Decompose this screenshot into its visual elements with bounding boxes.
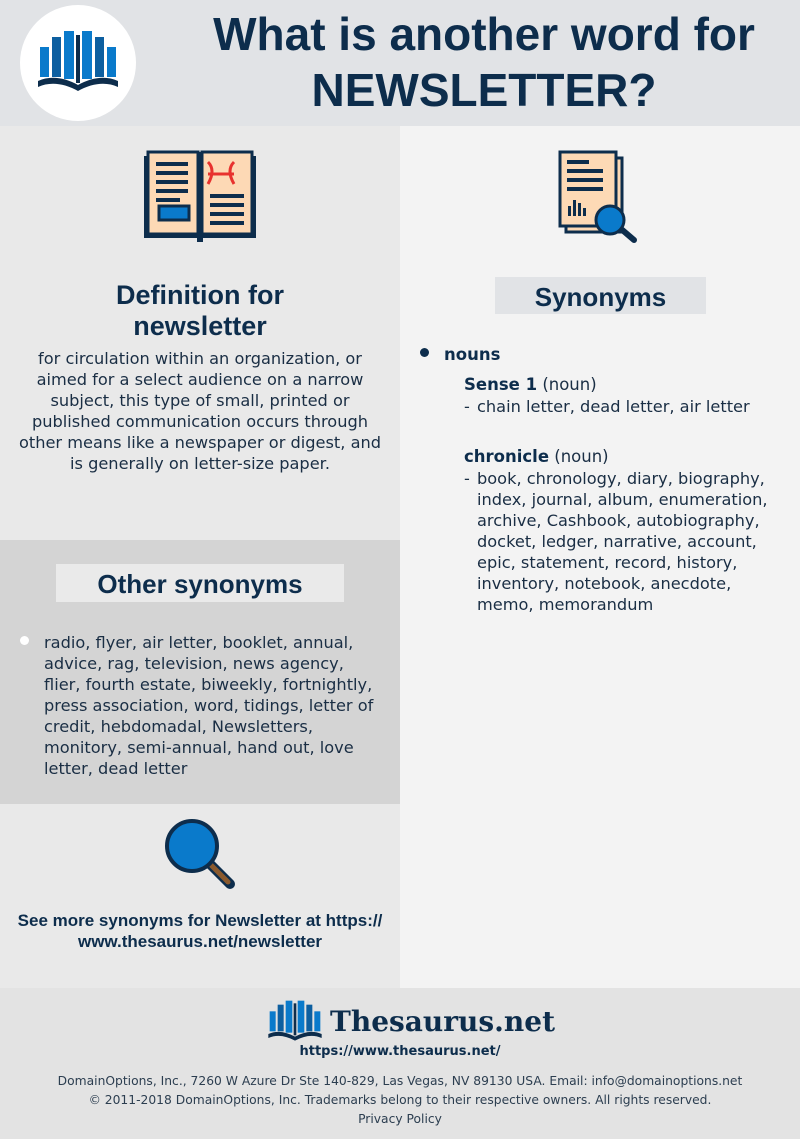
- sense-group: [464, 374, 784, 417]
- book-logo-icon[interactable]: [264, 998, 326, 1046]
- other-synonyms-panel: [0, 540, 400, 804]
- other-synonyms-list: radio, flyer, air letter, booklet, annual, advice, rag, television, news agency, flier, fourth estate, biweekly, fortnightly, press association, word, tidings, letter of credit, hebdomadal, Newsletters, monitory, semi-annual, hand out, love letter, dead letter: [44, 633, 374, 778]
- definition-text: for circulation within an organization, or aimed for a select audience on a narrow subject, this type of small, printed or published communication occurs through other means like a newspaper or digest, and is generally on letter-size paper.: [18, 349, 382, 473]
- footer: [0, 988, 800, 1139]
- page-title: [168, 6, 800, 118]
- open-book-icon: [142, 150, 258, 244]
- definition-title-line1: Definition for: [116, 280, 284, 310]
- page-title-line1: What is another word for: [213, 8, 755, 60]
- dash: -: [464, 469, 470, 488]
- footer-brand[interactable]: Thesaurus.net: [330, 1005, 555, 1038]
- sense-words[interactable]: book, chronology, diary, biography, index, journal, album, enumeration, archive, Cashbook, autobiography, docket, ledger, narrative, account, epic, statement, record, history, inventory, notebook, anecdote, memo, memorandum: [477, 469, 768, 614]
- part-of-speech-label: nouns: [444, 345, 501, 364]
- see-more-panel: [0, 804, 400, 988]
- dash: -: [464, 397, 470, 416]
- other-synonyms-title: Other synonyms: [56, 564, 344, 602]
- footer-url-link[interactable]: https://www.thesaurus.net/: [299, 1044, 501, 1059]
- sense-name[interactable]: Sense 1: [464, 375, 538, 394]
- document-search-icon: [558, 150, 640, 244]
- footer-copyright: © 2011-2018 DomainOptions, Inc. Trademarks belong to their respective owners. All rights reserved.: [88, 1093, 712, 1107]
- sense-heading: [464, 446, 784, 468]
- definition-title-word: newsletter: [133, 311, 267, 341]
- site-logo[interactable]: [20, 5, 136, 121]
- page-title-line2: NEWSLETTER?: [311, 64, 657, 116]
- header: [0, 0, 800, 126]
- definition-title: [0, 280, 400, 342]
- privacy-policy-link[interactable]: Privacy Policy: [358, 1112, 442, 1126]
- sense-synonyms: [464, 396, 784, 417]
- sense-name[interactable]: chronicle: [464, 447, 550, 466]
- synonyms-title: Synonyms: [495, 277, 706, 314]
- see-more-link[interactable]: See more synonyms for Newsletter at https://www.thesaurus.net/newsletter: [17, 911, 383, 951]
- sense-group: [464, 446, 784, 615]
- bullet-icon: [20, 636, 29, 645]
- synonyms-panel: [400, 126, 800, 988]
- sense-pos: (noun): [542, 375, 597, 394]
- sense-pos: (noun): [554, 447, 609, 466]
- footer-address: DomainOptions, Inc., 7260 W Azure Dr Ste 140-829, Las Vegas, NV 89130 USA. Email: info@domainoptions.net: [57, 1074, 743, 1088]
- sense-heading: [464, 374, 784, 396]
- definition-panel: [0, 126, 400, 540]
- book-logo-icon: [32, 27, 124, 99]
- magnifier-icon: [164, 818, 236, 890]
- bullet-icon: [420, 348, 429, 357]
- sense-synonyms: [464, 468, 784, 615]
- sense-words[interactable]: chain letter, dead letter, air letter: [477, 397, 750, 416]
